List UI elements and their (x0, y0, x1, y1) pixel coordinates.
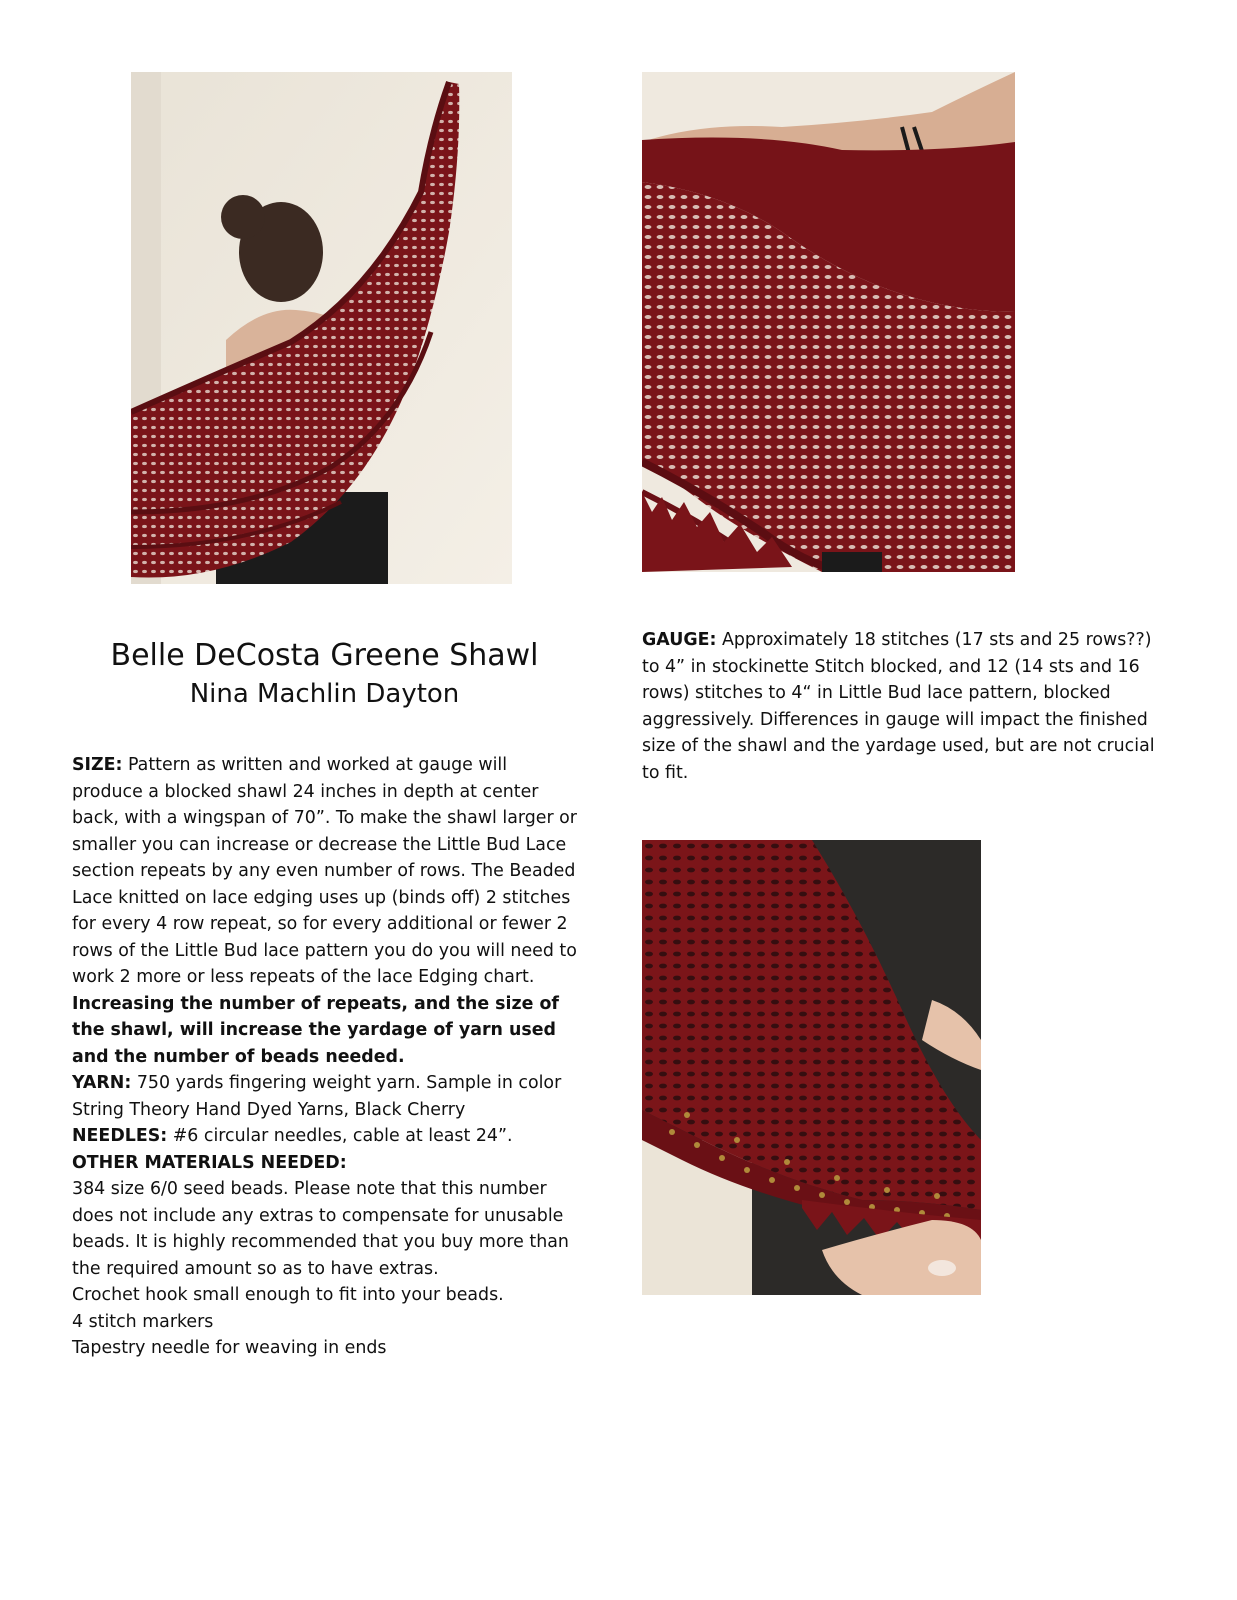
shawl-on-shoulders-closeup-photo (642, 72, 1015, 572)
other-materials-heading: OTHER MATERIALS NEEDED: (72, 1152, 347, 1173)
beaded-edging-hand-photo (642, 840, 981, 1295)
gauge-section (642, 627, 1157, 786)
title-block (72, 636, 577, 712)
crochet-hook-text: Crochet hook small enough to fit into your beads. (72, 1285, 504, 1305)
beads-text: 384 size 6/0 seed beads. Please note that this number does not include any extras to compensate for unusable beads. It is highly recommended that you buy more than the required amount so as to have extras. (72, 1179, 569, 1279)
size-label: SIZE: (72, 755, 123, 775)
yarn-label: YARN: (72, 1073, 132, 1093)
needles-paragraph (72, 1123, 577, 1150)
needles-text: #6 circular needles, cable at least 24”. (167, 1126, 513, 1146)
gauge-label: GAUGE: (642, 630, 717, 650)
needles-label: NEEDLES: (72, 1126, 168, 1146)
gauge-paragraph (642, 627, 1157, 786)
pattern-title: Belle DeCosta Greene Shawl (110, 638, 539, 673)
size-paragraph (72, 752, 577, 1070)
gauge-text: Approximately 18 stitches (17 sts and 25 rows??) to 4” in stockinette Stitch blocked, and 12 (14 sts and 16 rows) stitches to 4“ in Little Bud lace pattern, blocked aggressively. Differences in gauge will impact the finished size of the shawl and the yardage used, but are not crucial to fit. (642, 630, 1155, 783)
woman-holding-shawl-photo (131, 72, 512, 584)
stitch-markers-text: 4 stitch markers (72, 1311, 214, 1332)
yarn-text: 750 yards fingering weight yarn. Sample in color String Theory Hand Dyed Yarns, Black Cherry (72, 1073, 562, 1120)
size-bold-text: Increasing the number of repeats, and the size of the shawl, will increase the yardage of yarn used and the number of beads needed. (72, 993, 559, 1067)
materials-section (72, 752, 577, 1362)
designer-name: Nina Machlin Dayton (189, 679, 460, 709)
yarn-paragraph (72, 1070, 577, 1123)
tapestry-needle-text: Tapestry needle for weaving in ends (72, 1338, 387, 1358)
size-text: Pattern as written and worked at gauge will produce a blocked shawl 24 inches in depth at center back, with a wingspan of 70”. To make the shawl larger or smaller you can increase or decrease the Little Bud Lace section repeats by any even number of rows. The Beaded Lace knitted on lace edging uses up (binds off) 2 stitches for every 4 row repeat, so for every additional or fewer 2 rows of the Little Bud lace pattern you do you will need to work 2 more or less repeats of the lace Edging chart. (72, 755, 577, 987)
